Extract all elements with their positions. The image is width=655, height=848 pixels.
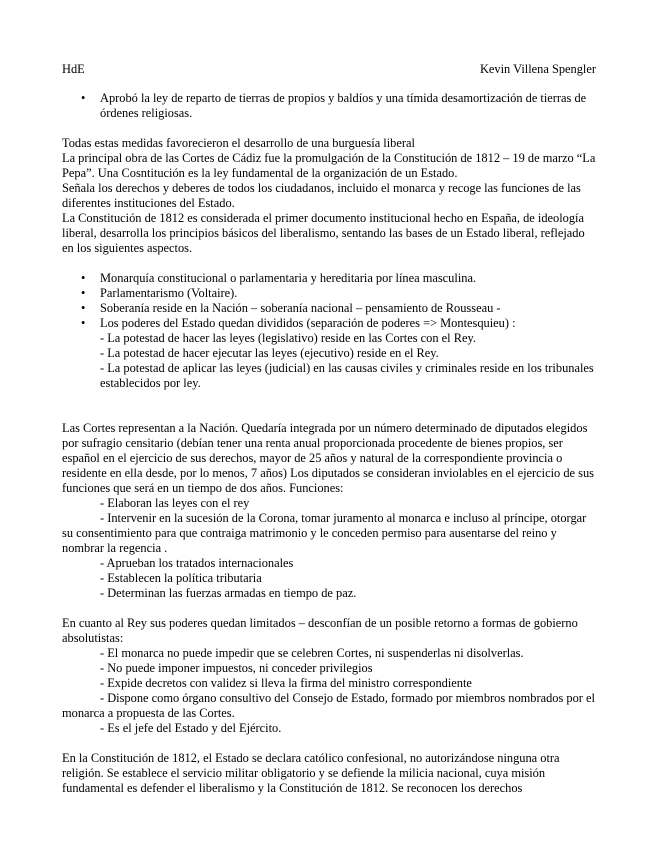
power-item: - La potestad de hacer ejecutar las leyes (ejecutivo) reside en el Rey. xyxy=(100,346,439,360)
principle-text: Los poderes del Estado quedan divididos (separación de poderes => Montesquieu) : xyxy=(100,316,516,330)
rey-paragraph: En cuanto al Rey sus poderes quedan limitados – desconfían de un posible retorno a formas de gobierno absolutistas: xyxy=(62,616,578,645)
bullet-glyph: • xyxy=(81,91,86,105)
limit-item: - El monarca no puede impedir que se celebren Cortes, ni suspenderlas ni disolverlas. xyxy=(100,646,524,660)
religion-paragraph: En la Constitución de 1812, el Estado se declara católico confesional, no autorizándose ninguna otra religión. Se establece el servicio militar obligatorio y se defiende la milicia nacional, cuya misión fundamental es defender el liberalismo y la Constitución de 1812. Se reconocen los derechos xyxy=(62,751,560,795)
function-item: - Elaboran las leyes con el rey xyxy=(100,496,250,510)
limit-item: - Es el jefe del Estado y del Ejército. xyxy=(100,721,282,735)
paragraph: La principal obra de las Cortes de Cádiz fue la promulgación de la Constitución de 1812 – 19 de marzo “La Pepa”. Una Cosntitución es la ley fundamental de la organización de un Estado. xyxy=(62,151,596,180)
principle-item xyxy=(62,286,596,301)
function-item: - Aprueban los tratados internacionales xyxy=(100,556,294,570)
bullet-glyph: • xyxy=(81,301,86,315)
function-item: - Establecen la política tributaria xyxy=(100,571,262,585)
function-item: - Determinan las fuerzas armadas en tiempo de paz. xyxy=(100,586,357,600)
paragraph: Todas estas medidas favorecieron el desarrollo de una burguesía liberal xyxy=(62,136,415,150)
principle-text: Soberanía reside en la Nación – soberanía nacional – pensamiento de Rousseau - xyxy=(100,301,501,315)
limit-item: - Dispone como órgano consultivo del Consejo de Estado, formado por miembros nombrados por el monarca a propuesta de las Cortes. xyxy=(62,691,595,720)
bullet-glyph: • xyxy=(81,286,86,300)
bullet-text: Aprobó la ley de reparto de tierras de propios y baldíos y una tímida desamortización de tierras de órdenes religiosas. xyxy=(100,91,587,120)
principle-item xyxy=(62,271,596,286)
power-item: - La potestad de aplicar las leyes (judicial) en las causas civiles y criminales reside en los tribunales establecidos por ley. xyxy=(100,361,594,390)
page-header xyxy=(62,62,596,77)
paragraph: Señala los derechos y deberes de todos los ciudadanos, incluido el monarca y recoge las funciones de las diferentes instituciones del Estado. xyxy=(62,181,581,210)
principle-item xyxy=(62,316,596,391)
bullet-item xyxy=(62,91,596,121)
paragraph: La Constitución de 1812 es considerada el primer documento institucional hecho en España, de ideología liberal, desarrolla los principios básicos del liberalismo, sentando las bases de un Estado liberal, reflejado en los siguientes aspectos. xyxy=(62,211,585,255)
header-left: HdE xyxy=(62,62,85,76)
header-right: Kevin Villena Spengler xyxy=(479,62,596,76)
principle-text: Monarquía constitucional o parlamentaria y hereditaria por línea masculina. xyxy=(100,271,477,285)
limit-item: - No puede imponer impuestos, ni conceder privilegios xyxy=(100,661,373,675)
cortes-paragraph: Las Cortes representan a la Nación. Quedaría integrada por un número determinado de diputados elegidos por sufragio censitario (debían tener una renta anual proporcionada procedente de bienes propios, ser español en el ejercicio de sus derechos, mayor de 25 años y natural de la correspondiente provincia o residente en ella desde, por lo menos, 7 años) Los diputados se consideran inviolables en el ejercicio de sus funciones que será en un tiempo de dos años. Funciones: xyxy=(62,421,594,495)
principle-item xyxy=(62,301,596,316)
function-item: - Intervenir en la sucesión de la Corona, tomar juramento al monarca e incluso al príncipe, otorgar su consentimiento para que contraiga matrimonio y le conceden permiso para ausentarse del reino y nombrar la regencia . xyxy=(62,511,587,555)
document-body xyxy=(62,91,596,796)
bullet-glyph: • xyxy=(81,316,86,330)
principle-text: Parlamentarismo (Voltaire). xyxy=(100,286,238,300)
limit-item: - Expide decretos con validez si lleva la firma del ministro correspondiente xyxy=(100,676,472,690)
power-item: - La potestad de hacer las leyes (legislativo) reside en las Cortes con el Rey. xyxy=(100,331,476,345)
bullet-glyph: • xyxy=(81,271,86,285)
